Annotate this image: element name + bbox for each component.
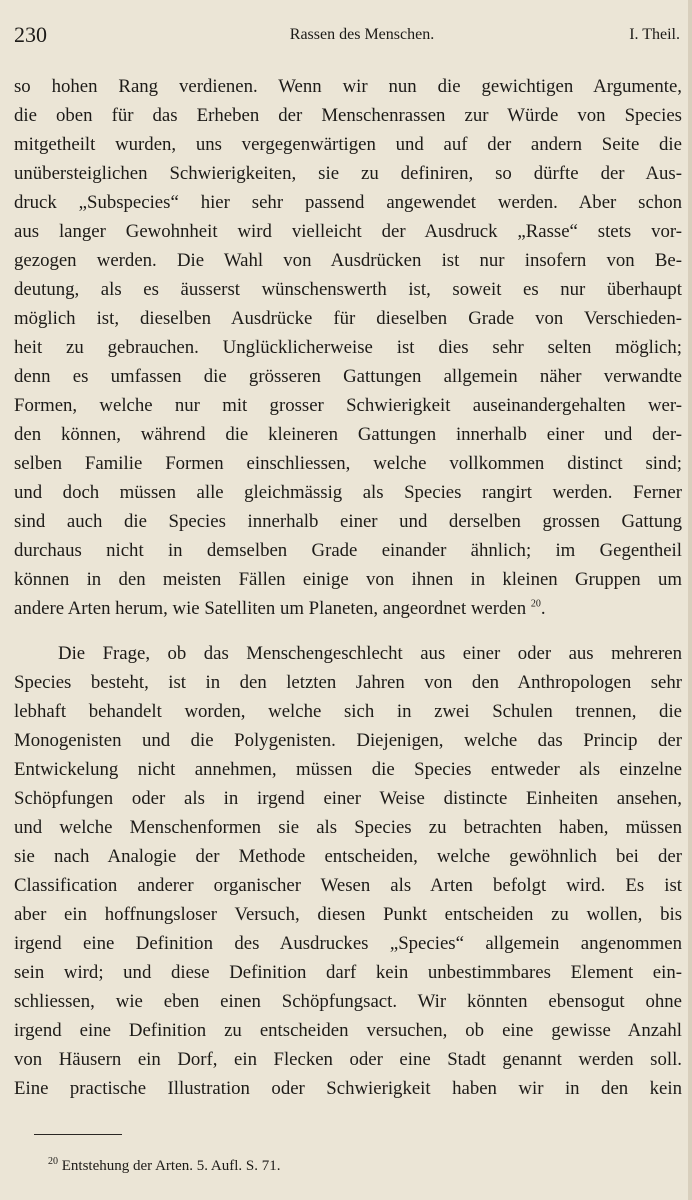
text-line: Classification anderer organischer Wesen als Arten befolgt wird. Es ist — [14, 875, 682, 896]
text-line: irgend eine Definition des Ausdruckes „Species“ allgemein angenommen — [14, 933, 682, 954]
text-line: druck „Subspecies“ hier sehr passend angewendet werden. Aber schon — [14, 192, 682, 213]
footnote-divider — [34, 1134, 122, 1135]
footnote — [48, 1158, 280, 1175]
text-line: lebhaft behandelt worden, welche sich in zwei Schulen trennen, die — [14, 701, 682, 722]
text-line: deutung, als es äusserst wünschenswerth ist, soweit es nur überhaupt — [14, 279, 682, 300]
text-line: Schöpfungen oder als in irgend einer Weise distincte Einheiten ansehen, — [14, 788, 682, 809]
text-line: Die Frage, ob das Menschengeschlecht aus einer oder aus mehreren — [58, 643, 682, 664]
text-line-content: andere Arten herum, wie Satelliten um Planeten, angeordnet werden — [14, 598, 527, 619]
body-text — [14, 72, 682, 1103]
text-line: selben Familie Formen einschliessen, welche vollkommen distinct sind; — [14, 453, 682, 474]
text-line: können in den meisten Fällen einige von ihnen in kleinen Gruppen um — [14, 569, 682, 590]
footnote-text: Entstehung der Arten. 5. Aufl. S. 71. — [61, 1158, 281, 1174]
text-line: gezogen werden. Die Wahl von Ausdrücken ist nur insofern von Be- — [14, 250, 682, 271]
text-line: den können, während die kleineren Gattungen innerhalb einer und der- — [14, 424, 682, 445]
text-line: Monogenisten und die Polygenisten. Diejenigen, welche das Princip der — [14, 730, 682, 751]
text-line: schliessen, wie eben einen Schöpfungsact. Wir könnten ebensogut ohne — [14, 991, 682, 1012]
text-line: und welche Menschenformen sie als Species zu betrachten haben, müssen — [14, 817, 682, 838]
text-line: unübersteiglichen Schwierigkeiten, sie zu definiren, so dürfte der Aus- — [14, 163, 682, 184]
page-edge — [688, 0, 692, 1200]
running-title: Rassen des Menschen. — [289, 26, 435, 43]
text-line: möglich ist, dieselben Ausdrücke für dieselben Grade von Verschieden- — [14, 308, 682, 329]
text-line: so hohen Rang verdienen. Wenn wir nun die gewichtigen Argumente, — [14, 76, 682, 97]
part-label: I. Theil. — [629, 26, 680, 43]
text-line: Formen, welche nur mit grosser Schwierigkeit auseinandergehalten wer- — [14, 395, 682, 416]
paragraph-1 — [14, 72, 682, 623]
text-line: und doch müssen alle gleichmässig als Species rangirt werden. Ferner — [14, 482, 682, 503]
text-line: Eine practische Illustration oder Schwierigkeit haben wir in den kein — [14, 1078, 682, 1099]
page-number: 230 — [14, 22, 47, 47]
text-line: Entwickelung nicht annehmen, müssen die Species entweder als einzelne — [14, 759, 682, 780]
text-line: sein wird; und diese Definition darf kein unbestimmbares Element ein- — [14, 962, 682, 983]
text-line-with-footnote: andere Arten herum, wie Satelliten um Planeten, angeordnet werden $^{20}$. — [14, 598, 546, 619]
text-line: die oben für das Erheben der Menschenrassen zur Würde von Species — [14, 105, 682, 126]
footnote-reference: 20 — [530, 598, 541, 610]
paragraph-2 — [14, 639, 682, 1103]
text-line: heit zu gebrauchen. Unglücklicherweise ist dies sehr selten möglich; — [14, 337, 682, 358]
text-line: Species besteht, ist in den letzten Jahren von den Anthropologen sehr — [14, 672, 682, 693]
page-header — [14, 22, 680, 52]
text-line: sind auch die Species innerhalb einer und derselben grossen Gattung — [14, 511, 682, 532]
text-line: von Häusern ein Dorf, ein Flecken oder eine Stadt genannt werden soll. — [14, 1049, 682, 1070]
text-line: irgend eine Definition zu entscheiden versuchen, ob eine gewisse Anzahl — [14, 1020, 682, 1041]
footnote-number: 20 — [48, 1156, 58, 1167]
text-line: aber ein hoffnungsloser Versuch, diesen Punkt entscheiden zu wollen, bis — [14, 904, 682, 925]
text-line: denn es umfassen die grösseren Gattungen allgemein näher verwandte — [14, 366, 682, 387]
text-line: aus langer Gewohnheit wird vielleicht der Ausdruck „Rasse“ stets vor- — [14, 221, 682, 242]
text-line: mitgetheilt wurden, uns vergegenwärtigen und auf der andern Seite die — [14, 134, 682, 155]
text-line: sie nach Analogie der Methode entscheiden, welche gewöhnlich bei der — [14, 846, 682, 867]
text-line: durchaus nicht in demselben Grade einander ähnlich; im Gegentheil — [14, 540, 682, 561]
